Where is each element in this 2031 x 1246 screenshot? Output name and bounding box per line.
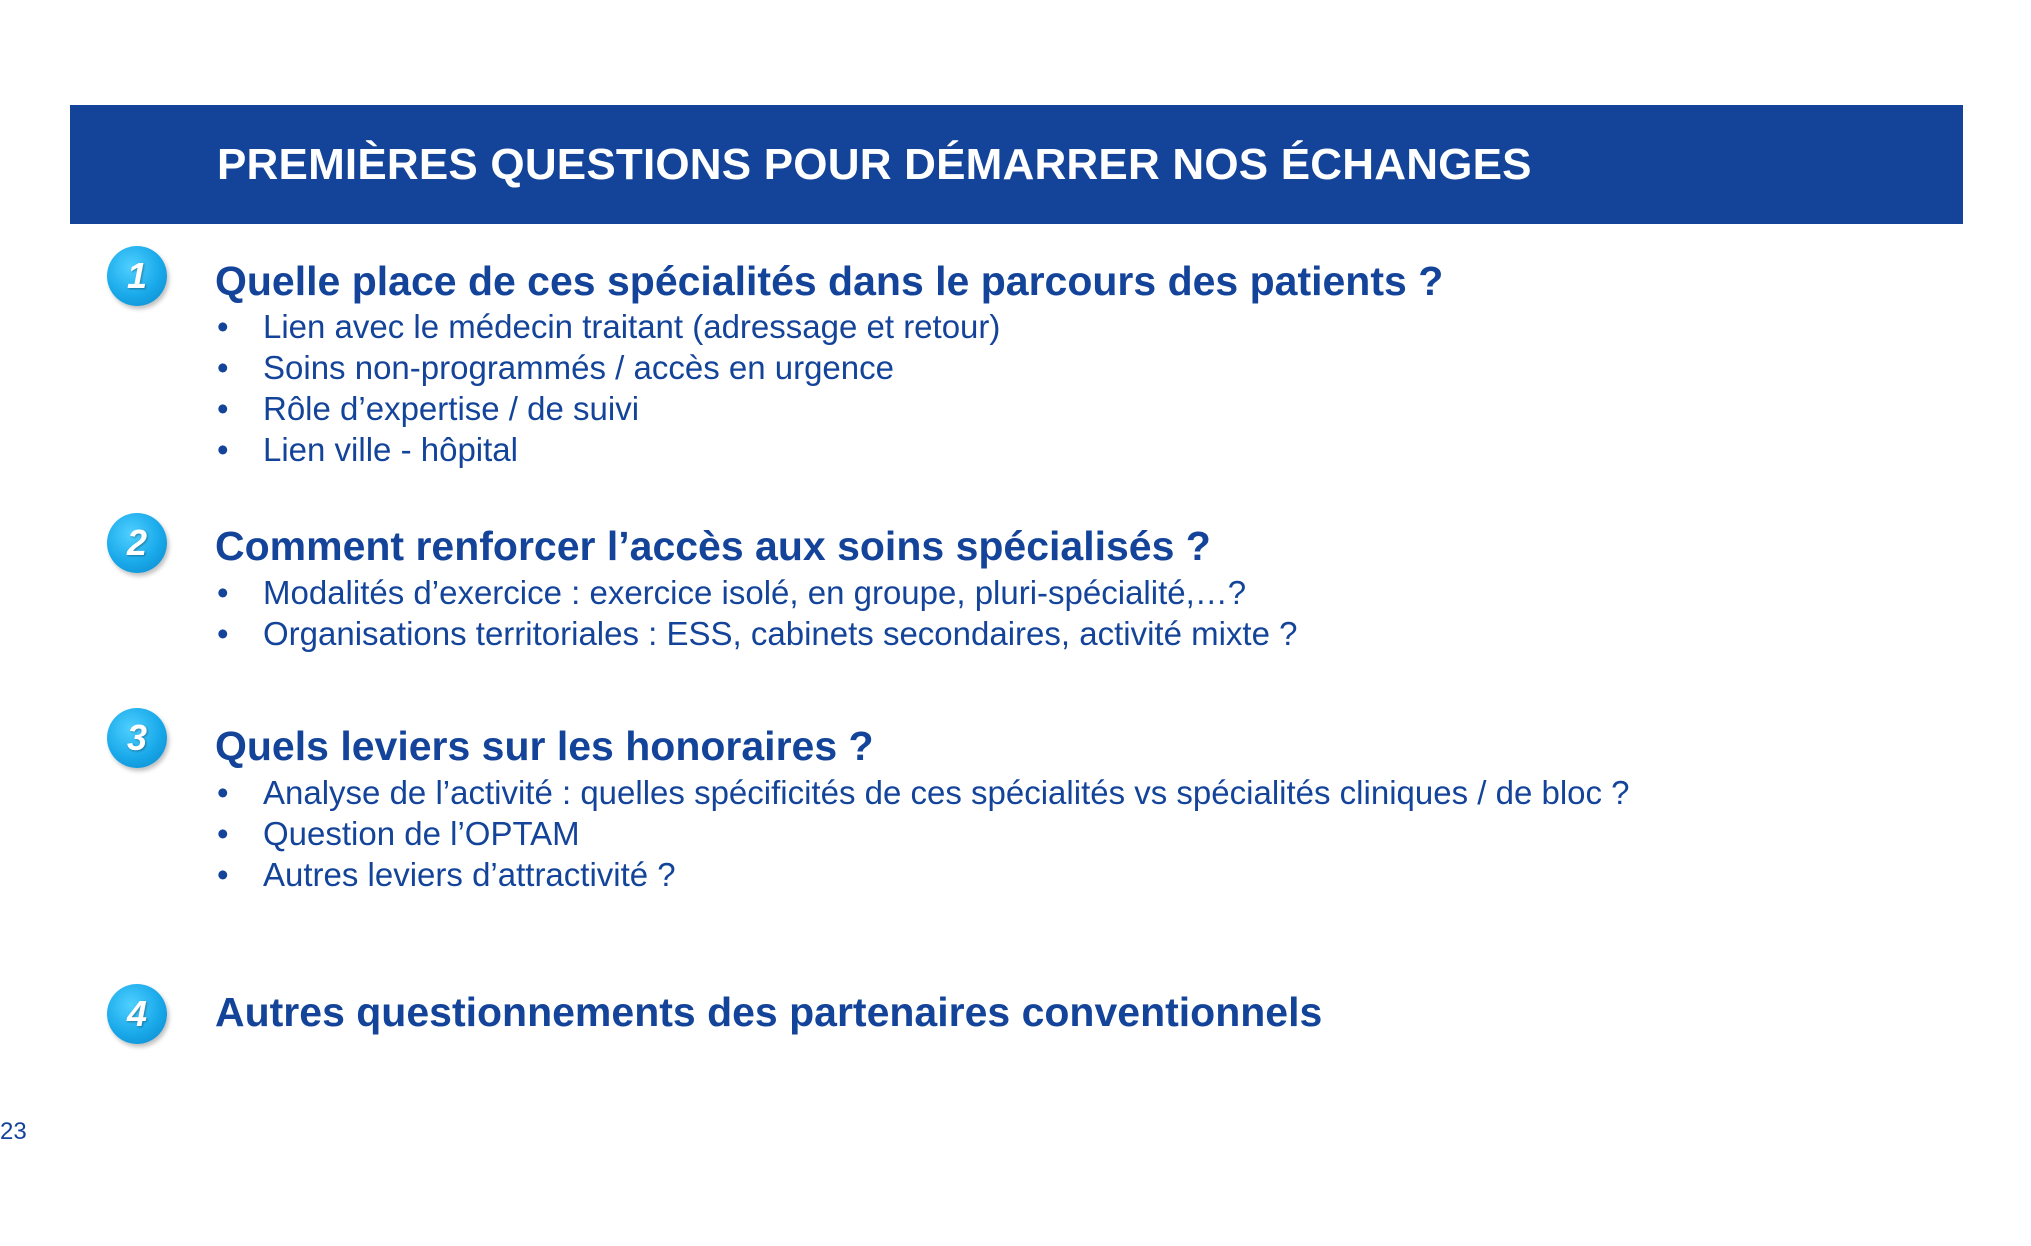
list-item [215,613,1297,654]
list-item [215,772,1630,813]
slide-title: PREMIÈRES QUESTIONS POUR DÉMARRER NOS ÉCHANGES [217,140,1532,189]
list-item [215,572,1297,613]
section-2-title: Comment renforcer l’accès aux soins spécialisés ? [215,523,1211,569]
number-1-icon: 1 [107,246,167,306]
section-3-bullet-list [215,772,1630,895]
list-item-text: Autres leviers d’attractivité ? [263,856,676,893]
list-item [215,429,1000,470]
number-4-icon: 4 [107,984,167,1044]
bullet-icon: • [217,615,229,652]
list-item-text: Rôle d’expertise / de suivi [263,390,640,427]
list-item-text: Question de l’OPTAM [263,815,580,852]
list-item-text: Lien ville - hôpital [263,431,518,468]
number-2-icon: 2 [107,513,167,573]
list-item [215,388,1000,429]
bullet-icon: • [217,308,229,345]
list-item [215,854,1630,895]
bullet-icon: • [217,431,229,468]
list-item-text: Analyse de l’activité : quelles spécificités de ces spécialités vs spécialités cliniques / de bloc ? [263,774,1630,811]
bullet-icon: • [217,349,229,386]
bullet-icon: • [217,856,229,893]
bullet-icon: • [217,815,229,852]
list-item-text: Soins non-programmés / accès en urgence [263,349,894,386]
title-banner [70,105,1963,224]
list-item-text: Lien avec le médecin traitant (adressage et retour) [263,308,1001,345]
section-1-title: Quelle place de ces spécialités dans le parcours des patients ? [215,258,1444,304]
section-2-bullet-list [215,572,1297,654]
list-item-text: Organisations territoriales : ESS, cabinets secondaires, activité mixte ? [263,615,1298,652]
bullet-icon: • [217,574,229,611]
list-item [215,306,1000,347]
list-item-text: Modalités d’exercice : exercice isolé, en groupe, pluri-spécialité,…? [263,574,1247,611]
list-item [215,347,1000,388]
number-3-icon: 3 [107,708,167,768]
section-3-title: Quels leviers sur les honoraires ? [215,723,874,769]
section-1-bullet-list [215,306,1000,470]
section-4-title: Autres questionnements des partenaires conventionnels [215,989,1323,1035]
page-number: 23 [0,1118,27,1145]
bullet-icon: • [217,390,229,427]
bullet-icon: • [217,774,229,811]
list-item [215,813,1630,854]
